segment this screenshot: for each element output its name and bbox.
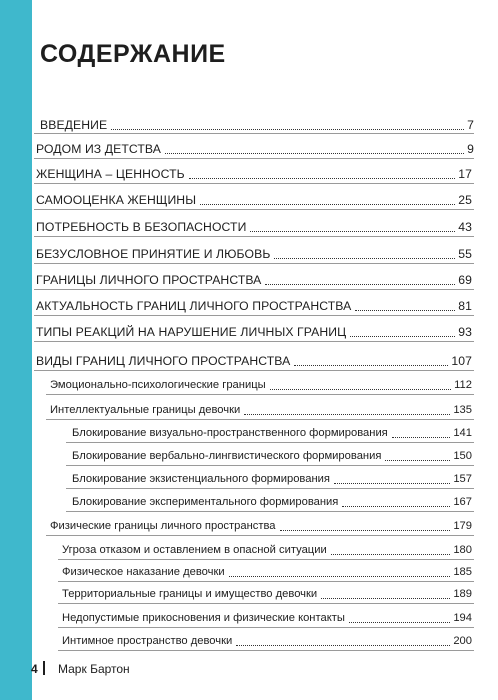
toc-leader-dots (244, 414, 450, 415)
toc-leader-dots (355, 310, 455, 311)
toc-entry-label: АКТУАЛЬНОСТЬ ГРАНИЦ ЛИЧНОГО ПРОСТРАНСТВА (36, 299, 352, 313)
toc-separator (34, 263, 474, 264)
toc-entry-page: 194 (453, 612, 472, 624)
toc-entry-page: 185 (453, 566, 472, 578)
toc-leader-dots (321, 598, 450, 599)
toc-entry-label: ЖЕНЩИНА – ЦЕННОСТЬ (36, 167, 185, 181)
toc-separator (58, 650, 474, 651)
toc-leader-dots (265, 284, 455, 285)
page-title: СОДЕРЖАНИЕ (40, 40, 226, 68)
toc-entry-label: Блокирование экспериментального формирования (72, 496, 339, 508)
toc-separator (58, 581, 474, 582)
toc-leader-dots (350, 336, 455, 337)
toc-entry-page: 180 (453, 544, 472, 556)
toc-entry[interactable] (72, 494, 472, 510)
toc-entry-page: 167 (453, 496, 472, 508)
toc-separator (34, 133, 474, 134)
toc-separator (58, 603, 474, 604)
footer-author: Марк Бартон (58, 662, 130, 676)
toc-entry-label: Физическое наказание девочки (62, 566, 225, 578)
toc-leader-dots (349, 622, 450, 623)
toc-separator (46, 394, 474, 395)
toc-separator (66, 465, 474, 466)
toc-leader-dots (274, 258, 455, 259)
toc-entry-label: Интимное пространство девочки (62, 635, 233, 647)
toc-entry[interactable] (36, 166, 472, 182)
toc-entry[interactable] (36, 141, 474, 157)
toc-entry-label: Блокирование экзистенциального формирования (72, 473, 330, 485)
toc-entry-label: Недопустимые прикосновения и физические контакты (62, 612, 345, 624)
toc-entry-page: 150 (453, 450, 472, 462)
toc-entry-label: Угроза отказом и оставлением в опасной ситуации (62, 544, 327, 556)
toc-entry[interactable] (62, 586, 472, 602)
toc-entry-page: 157 (453, 473, 472, 485)
toc-leader-dots (250, 231, 455, 232)
toc-entry[interactable] (36, 219, 472, 235)
toc-entry[interactable] (50, 402, 472, 418)
toc-entry[interactable] (36, 353, 472, 369)
toc-entry-label: ГРАНИЦЫ ЛИЧНОГО ПРОСТРАНСТВА (36, 273, 262, 287)
toc-entry-page: 141 (453, 427, 472, 439)
toc-entry-page: 25 (458, 193, 472, 207)
toc-entry-page: 69 (458, 273, 472, 287)
toc-entry-page: 55 (458, 247, 472, 261)
toc-entry-label: ТИПЫ РЕАКЦИЙ НА НАРУШЕНИЕ ЛИЧНЫХ ГРАНИЦ (36, 325, 347, 339)
toc-separator (66, 511, 474, 512)
toc-entry-label: Эмоционально-психологические границы (50, 379, 266, 391)
toc-entry-page: 81 (458, 299, 472, 313)
toc-separator (34, 236, 474, 237)
toc-entry[interactable] (62, 542, 472, 558)
toc-leader-dots (334, 483, 450, 484)
toc-leader-dots (236, 645, 450, 646)
toc-separator (66, 488, 474, 489)
toc-leader-dots (331, 554, 451, 555)
toc-entry-page: 93 (458, 325, 472, 339)
footer-divider (43, 661, 45, 675)
toc-entry[interactable] (36, 246, 472, 262)
toc-entry-label: ВВЕДЕНИЕ (40, 118, 108, 132)
toc-separator (34, 158, 474, 159)
toc-separator (58, 559, 474, 560)
toc-entry[interactable] (72, 425, 472, 441)
toc-separator (34, 289, 474, 290)
toc-entry-page: 135 (453, 404, 472, 416)
toc-entry[interactable] (36, 192, 472, 208)
toc-entry[interactable] (72, 448, 472, 464)
toc-entry[interactable] (36, 272, 472, 288)
toc-leader-dots (200, 204, 455, 205)
toc-leader-dots (392, 437, 451, 438)
toc-entry[interactable] (50, 518, 472, 534)
toc-entry[interactable] (62, 564, 472, 580)
toc-entry-page: 107 (451, 354, 472, 368)
toc-entry-label: Территориальные границы и имущество девочки (62, 588, 318, 600)
toc-leader-dots (165, 153, 464, 154)
toc-entry-label: ПОТРЕБНОСТЬ В БЕЗОПАСНОСТИ (36, 220, 247, 234)
toc-separator (34, 315, 474, 316)
toc-separator (46, 419, 474, 420)
toc-entry-page: 43 (458, 220, 472, 234)
toc-leader-dots (189, 178, 456, 179)
toc-entry-label: РОДОМ ИЗ ДЕТСТВА (36, 142, 161, 156)
toc-entry-page: 9 (467, 142, 474, 156)
toc-entry-label: ВИДЫ ГРАНИЦ ЛИЧНОГО ПРОСТРАНСТВА (36, 354, 291, 368)
toc-entry[interactable] (36, 298, 472, 314)
toc-entry-page: 7 (467, 118, 474, 132)
toc-separator (34, 370, 474, 371)
toc-entry-label: САМООЦЕНКА ЖЕНЩИНЫ (36, 193, 197, 207)
toc-entry[interactable] (50, 377, 472, 393)
footer-page-number: 4 (31, 662, 38, 676)
toc-leader-dots (385, 460, 450, 461)
toc-entry-page: 179 (453, 520, 472, 532)
toc-entry-page: 112 (454, 379, 472, 391)
toc-separator (46, 535, 474, 536)
toc-separator (58, 627, 474, 628)
toc-separator (34, 209, 474, 210)
toc-entry-label: Физические границы личного пространства (50, 520, 276, 532)
toc-leader-dots (294, 365, 448, 366)
toc-entry[interactable] (36, 324, 472, 340)
toc-leader-dots (229, 576, 451, 577)
toc-leader-dots (280, 530, 451, 531)
toc-entry-page: 200 (453, 635, 472, 647)
toc-leader-dots (342, 506, 450, 507)
toc-separator (34, 183, 474, 184)
toc-separator (34, 341, 474, 342)
toc-entry[interactable] (62, 633, 472, 649)
toc-entry-label: Блокирование визуально-пространственного формирования (72, 427, 388, 439)
toc-separator (66, 442, 474, 443)
toc-leader-dots (270, 389, 451, 390)
toc-entry[interactable] (62, 610, 472, 626)
toc-entry-page: 17 (458, 167, 472, 181)
toc-entry-page: 189 (453, 588, 472, 600)
toc-entry-label: Блокирование вербально-лингвистического формирования (72, 450, 382, 462)
toc-entry-introduction[interactable] (40, 117, 474, 133)
toc-leader-dots (111, 129, 464, 130)
page-footer (0, 654, 300, 684)
toc-entry-label: Интеллектуальные границы девочки (50, 404, 241, 416)
toc-entry-label: БЕЗУСЛОВНОЕ ПРИНЯТИЕ И ЛЮБОВЬ (36, 247, 271, 261)
toc-entry[interactable] (72, 471, 472, 487)
